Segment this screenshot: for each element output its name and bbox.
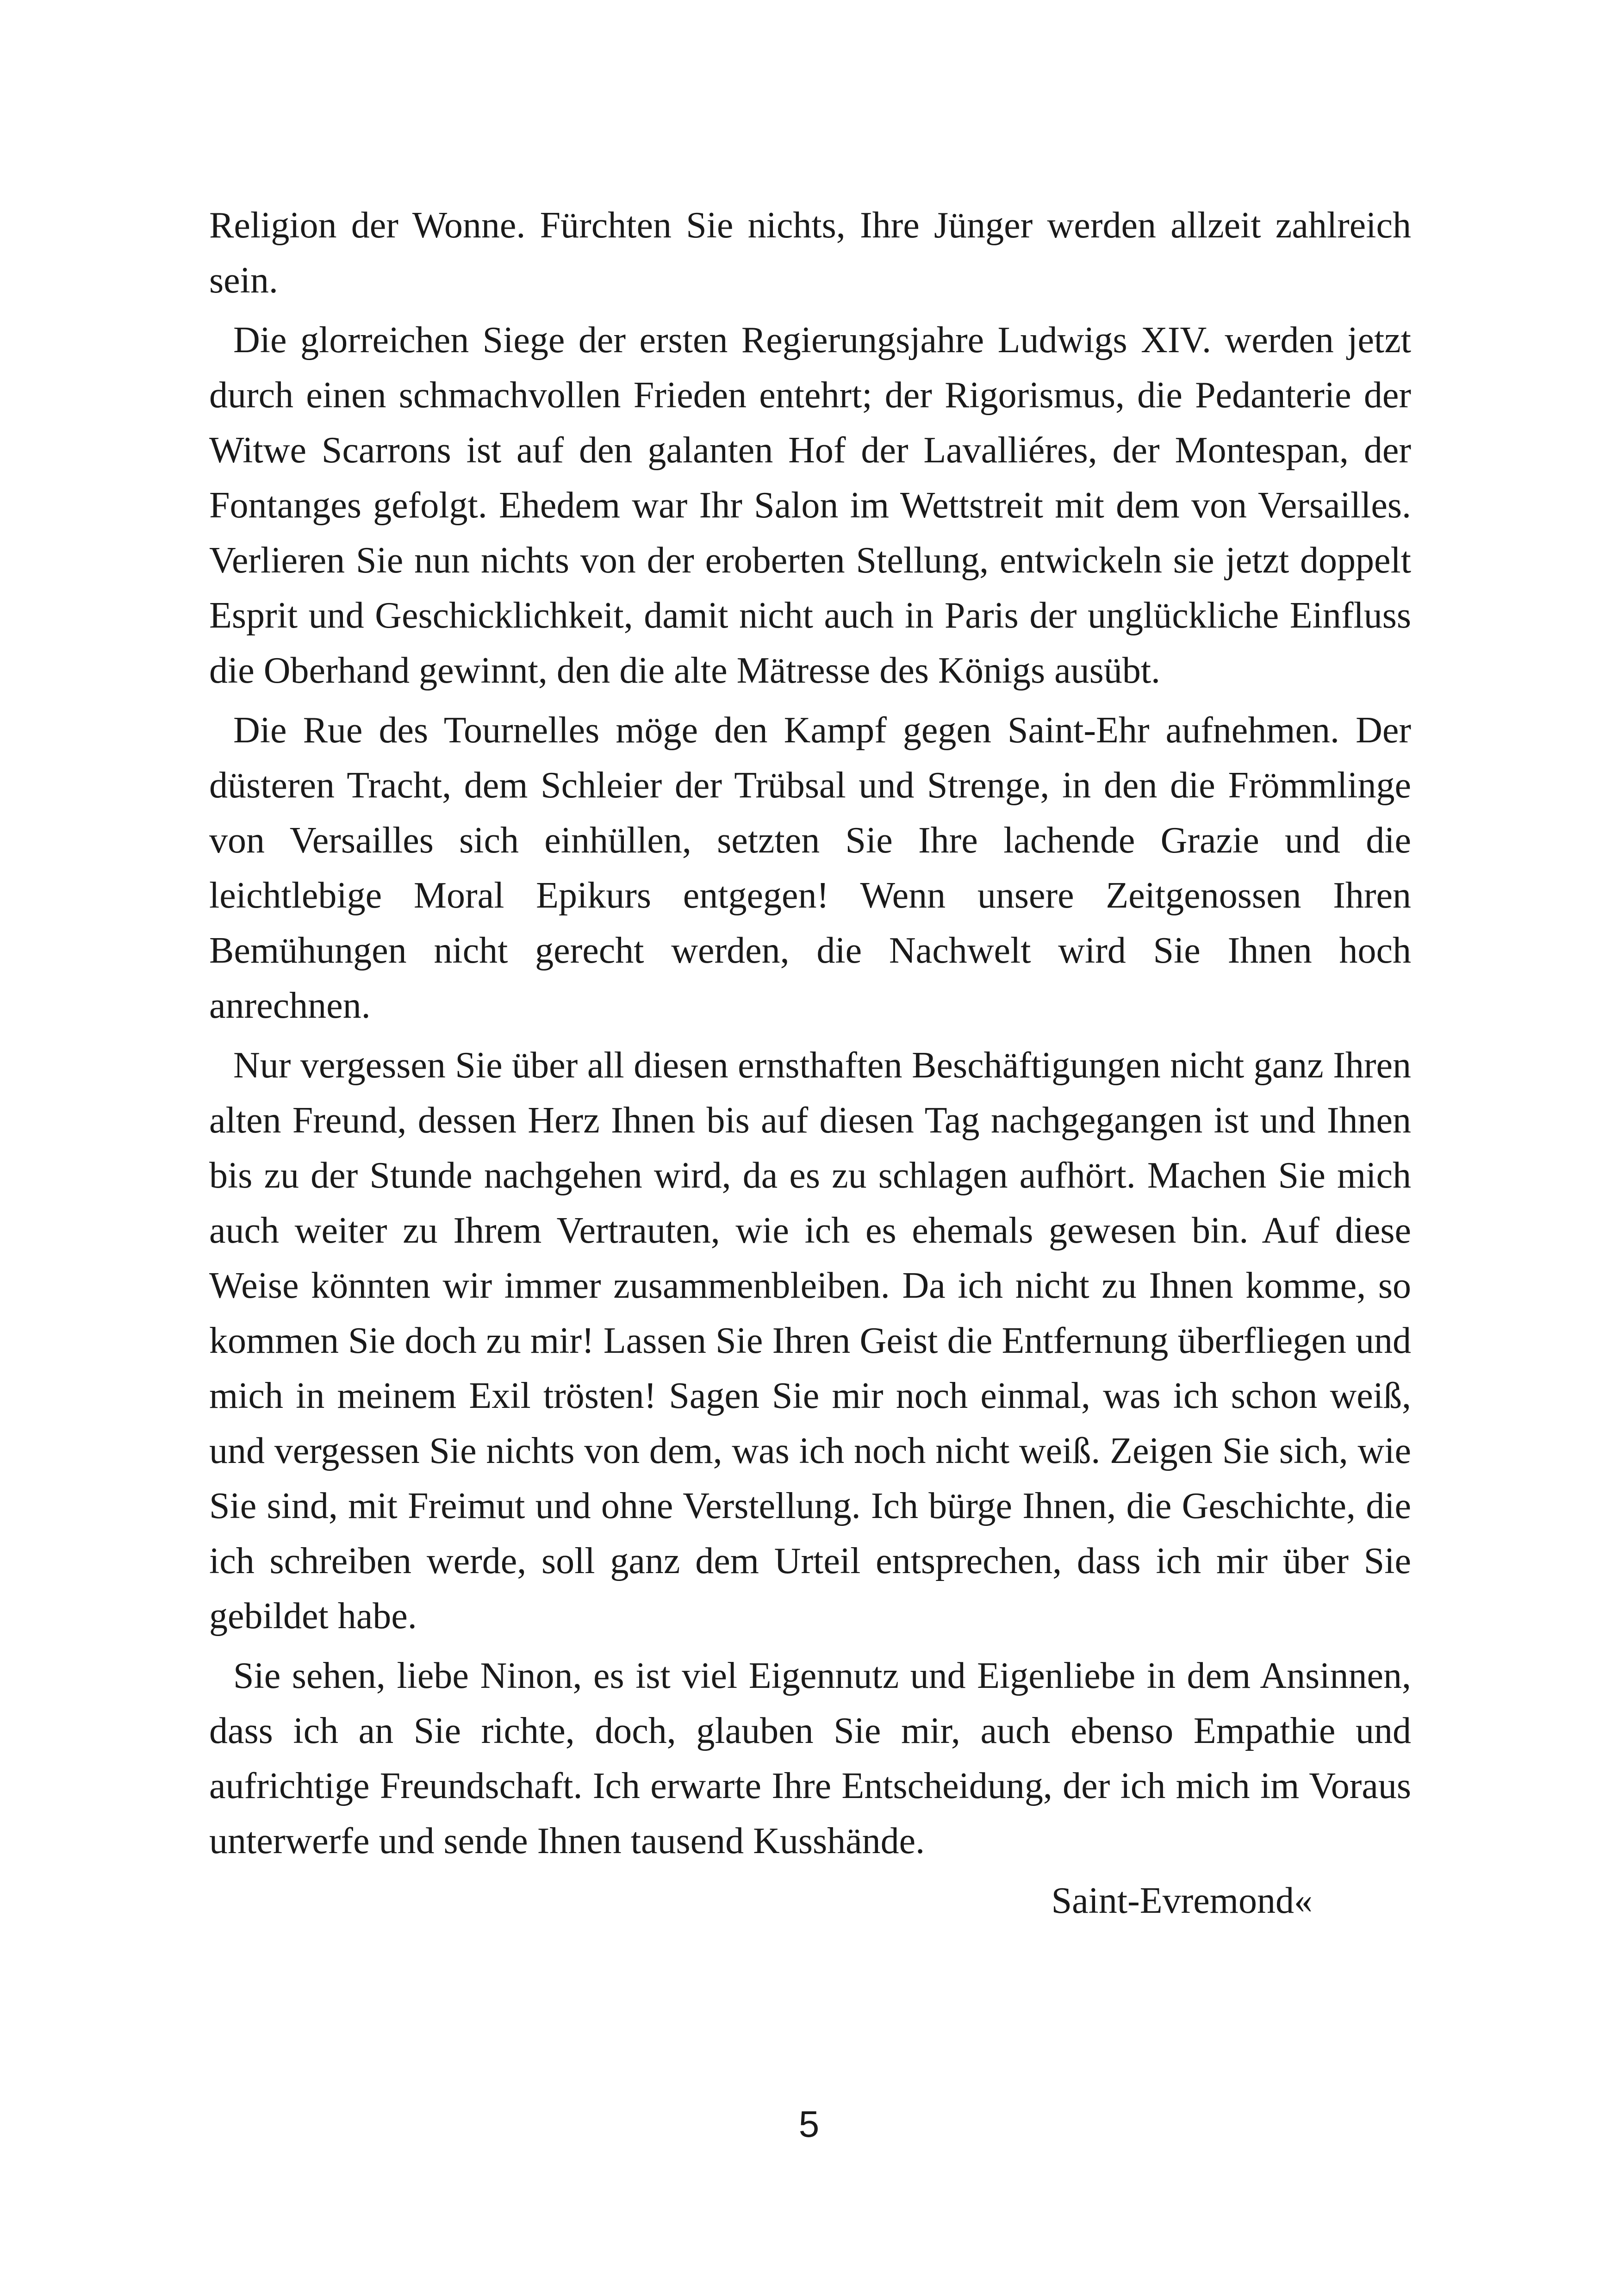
signature: Saint-Evremond« [1051,1880,1313,1921]
paragraph-1: Religion der Wonne. Fürchten Sie nichts, Ihre Jünger werden allzeit zahlreich sein. [209,205,1411,301]
paragraph-5: Sie sehen, liebe Ninon, es ist viel Eigennutz und Eigenliebe in dem Ansinnen, dass ich an Sie richte, doch, glauben Sie mir, auch ebenso Empathie und aufrichtige Freundschaft. Ich erwarte Ihre Entscheidung, der ich mich im Voraus unterwerfe und sende Ihnen tausend Kusshände. [209,1655,1411,1861]
paragraph-2: Die glorreichen Siege der ersten Regierungsjahre Ludwigs XIV. werden jetzt durch einen schmachvollen Frieden entehrt; der Rigorismus, die Pedanterie der Witwe Scarrons ist auf den galanten Hof der Lavalliéres, der Montespan, der Fontanges gefolgt. Ehedem war Ihr Salon im Wettstreit mit dem von Versailles. Verlieren Sie nun nichts von der eroberten Stellung, entwickeln sie jetzt doppelt Esprit und Geschicklichkeit, damit nicht auch in Paris der unglückliche Einfluss die Oberhand gewinnt, den die alte Mätresse des Königs ausübt. [209,320,1411,691]
paragraph-3: Die Rue des Tournelles möge den Kampf gegen Saint-Ehr aufnehmen. Der düsteren Tracht, dem Schleier der Trübsal und Strenge, in den die Frömmlinge von Versailles sich einhüllen, setzten Sie Ihre lachende Grazie und die leichtlebige Moral Epikurs entgegen! Wenn unsere Zeitgenossen Ihren Bemühungen nicht gerecht werden, die Nachwelt wird Sie Ihnen hoch anrechnen. [209,710,1411,1026]
page-number: 5 [798,2103,820,2145]
paragraph-4: Nur vergessen Sie über all diesen ernsthaften Beschäftigungen nicht ganz Ihren alten Freund, dessen Herz Ihnen bis auf diesen Tag nachgegangen ist und Ihnen bis zu der Stunde nachgehen wird, da es zu schlagen aufhört. Machen Sie mich auch weiter zu Ihrem Vertrauten, wie ich es ehemals gewesen bin. Auf diese Weise könnten wir immer zusammenbleiben. Da ich nicht zu Ihnen komme, so kommen Sie doch zu mir! Lassen Sie Ihren Geist die Entfernung überfliegen und mich in meinem Exil trösten! Sagen Sie mir noch einmal, was ich schon weiß, und vergessen Sie nichts von dem, was ich noch nicht weiß. Zeigen Sie sich, wie Sie sind, mit Freimut und ohne Verstellung. Ich bürge Ihnen, die Geschichte, die ich schreiben werde, soll ganz dem Urteil entsprechen, dass ich mir über Sie gebildet habe. [209,1045,1411,1636]
body-text [209,198,1411,1929]
